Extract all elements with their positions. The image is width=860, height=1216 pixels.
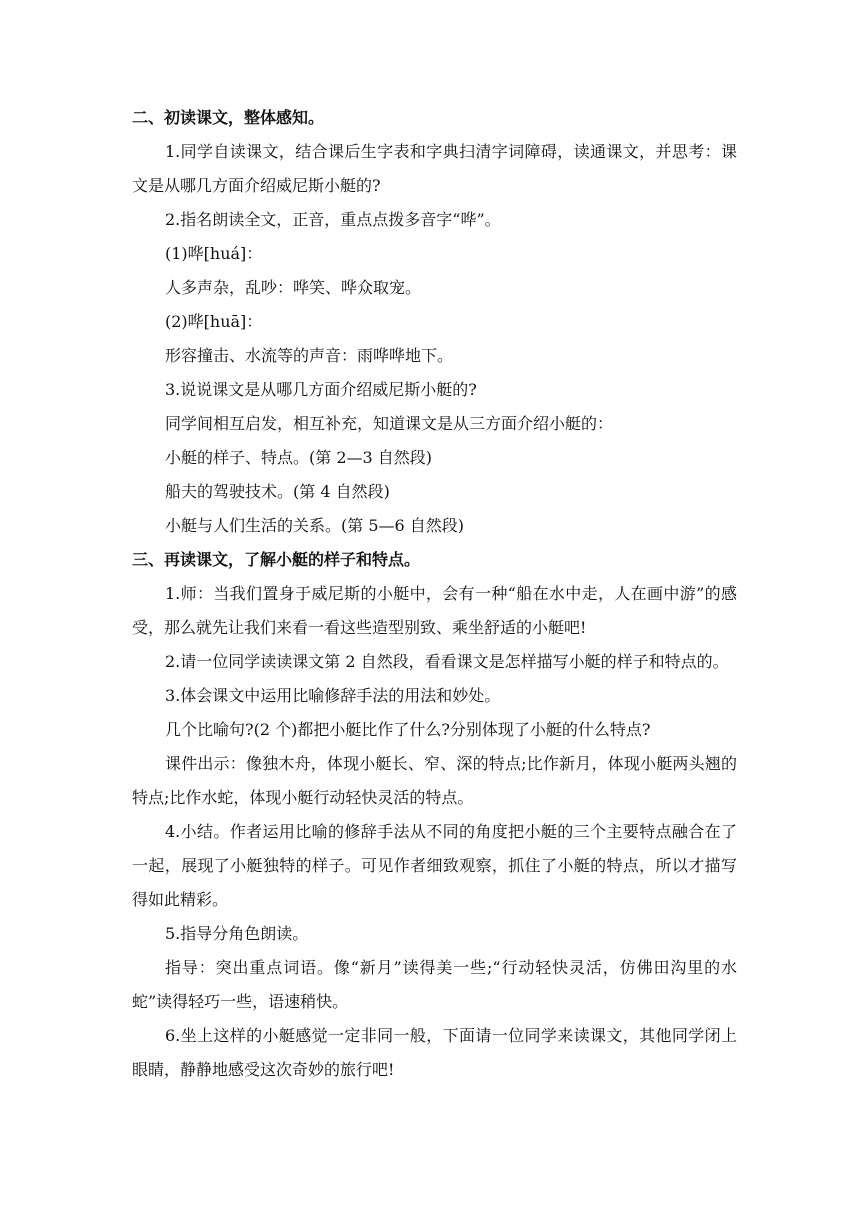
paragraph: 人多声杂，乱吵：哗笑、哗众取宠。 [165,278,422,297]
paragraph: 课件出示：像独木舟，体现小艇长、窄、深的特点;比作新月，体现小艇两头翘的特点;比作水蛇，体现小艇行动轻快灵活的特点。 [132,754,737,807]
paragraph: 小艇与人们生活的关系。(第 5—6 自然段) [165,516,465,535]
paragraph: 3.体会课文中运用比喻修辞手法的用法和妙处。 [165,686,501,705]
paragraph: 3.说说课文是从哪几方面介绍威尼斯小艇的? [165,380,477,399]
paragraph: (1)哗[huá]： [165,244,263,263]
paragraph: 4.小结。作者运用比喻的修辞手法从不同的角度把小艇的三个主要特点融合在了一起，展现了小艇独特的样子。可见作者细致观察，抓住了小艇的特点，所以才描写得如此精彩。 [132,822,737,909]
paragraph: 2.指名朗读全文，正音，重点点拨多音字“哗”。 [165,210,501,229]
document-body [132,101,737,1087]
paragraph: (2)哗[huā]： [165,312,263,331]
paragraph: 同学间相互启发，相互补充，知道课文是从三方面介绍小艇的： [165,414,614,433]
paragraph: 5.指导分角色朗读。 [165,924,309,943]
paragraph: 1.师：当我们置身于威尼斯的小艇中，会有一种“船在水中走，人在画中游”的感受，那么就先让我们来看一看这些造型别致、乘坐舒适的小艇吧! [132,584,737,637]
paragraph: 形容撞击、水流等的声音：雨哗哗地下。 [165,346,454,365]
section-heading-3: 三、再读课文，了解小艇的样子和特点。 [132,550,421,569]
paragraph: 6.坐上这样的小艇感觉一定非同一般，下面请一位同学来读课文，其他同学闭上眼睛，静静地感受这次奇妙的旅行吧! [132,1026,737,1079]
paragraph: 2.请一位同学读读课文第 2 自然段，看看课文是怎样描写小艇的样子和特点的。 [165,652,729,671]
paragraph: 指导：突出重点词语。像“新月”读得美一些;“行动轻快灵活，仿佛田沟里的水蛇”读得轻巧一些，语速稍快。 [132,958,737,1011]
section-heading-2: 二、初读课文，整体感知。 [132,108,325,127]
paragraph: 1.同学自读课文，结合课后生字表和字典扫清字词障碍，读通课文，并思考：课文是从哪几方面介绍威尼斯小艇的? [132,142,737,195]
paragraph: 船夫的驾驶技术。(第 4 自然段) [165,482,390,501]
paragraph: 小艇的样子、特点。(第 2—3 自然段) [165,448,433,467]
paragraph: 几个比喻句?(2 个)都把小艇比作了什么?分别体现了小艇的什么特点? [165,720,651,739]
